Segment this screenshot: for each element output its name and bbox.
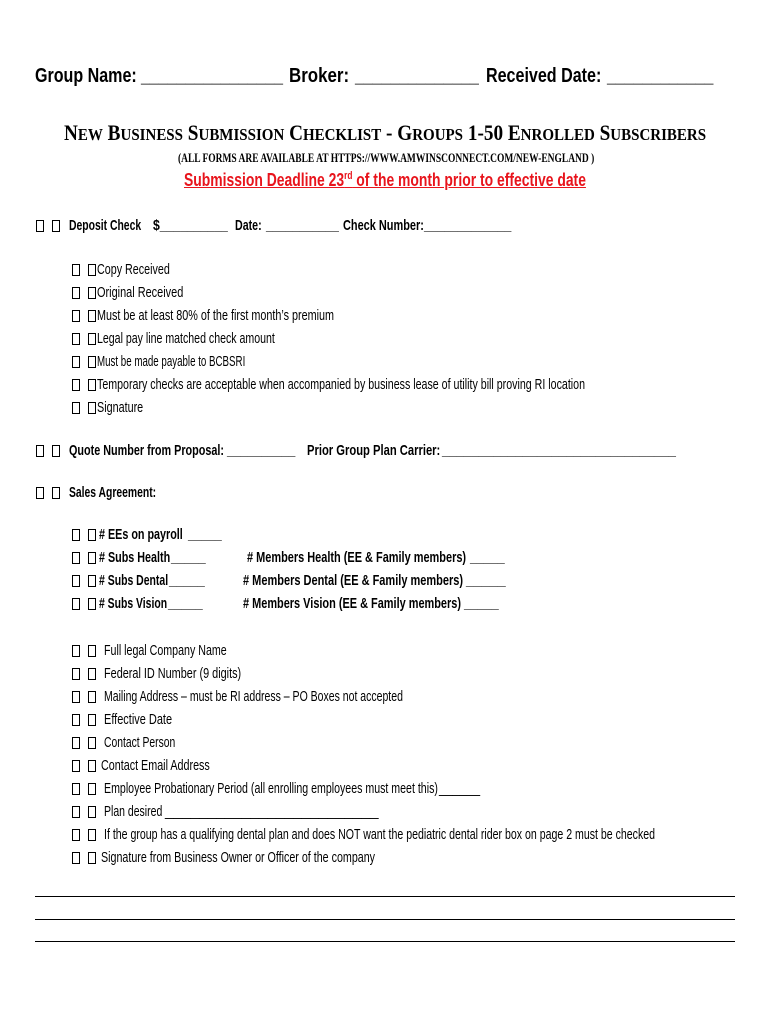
deposit-item-label: Temporary checks are acceptable when accompanied by business lease of utility bill proving RI location [97,376,585,393]
members-vision-label: # Members Vision (EE & Family members) [243,595,462,612]
item-company-name [0,641,770,661]
checkbox[interactable] [88,668,96,680]
checkbox[interactable] [72,760,80,772]
checkbox[interactable] [88,575,96,587]
checkbox[interactable] [72,737,80,749]
checkbox[interactable] [72,645,80,657]
checkbox[interactable] [88,264,96,276]
title-small-caps-run: NROLLED [520,125,595,144]
checkbox[interactable] [72,379,80,391]
members-dental-label: # Members Dental (EE & Family members) [243,572,464,589]
quote-number-label: Quote Number from Proposal: [69,442,225,459]
deposit-item-original-received [0,283,770,303]
title-small-caps-run: USINESS [120,125,183,144]
subs-health-label: # Subs Health [99,549,171,566]
subs-vision-label: # Subs Vision [99,595,168,612]
sales-agreement-label: Sales Agreement: [69,484,157,501]
broker-label: Broker: [289,65,350,87]
subs-dental-field[interactable]: _____ [169,572,205,589]
deposit-item-label: Copy Received [97,261,170,278]
checkbox[interactable] [72,714,80,726]
header-fields [0,64,770,88]
deposit-item-label: Must be at least 80% of the first month’s premium [97,307,335,324]
prior-carrier-label: Prior Group Plan Carrier: [307,442,441,459]
checkbox[interactable] [72,402,80,414]
members-dental-field[interactable]: _____ [466,572,506,589]
checkbox[interactable] [88,529,96,541]
checkbox[interactable] [88,806,96,818]
prior-carrier-field[interactable]: ________________________________ [442,442,676,459]
deposit-check-row [0,216,770,236]
checkbox[interactable] [72,806,80,818]
checkbox[interactable] [88,783,96,795]
checkbox[interactable] [72,264,80,276]
checkbox[interactable] [88,402,96,414]
deposit-item-label: Original Received [97,284,184,301]
checkbox[interactable] [88,310,96,322]
deposit-item-label: Signature [97,399,144,416]
item-owner-signature [0,848,770,868]
check-number-label: Check Number: [343,217,424,234]
members-vision-field[interactable]: _____ [464,595,499,612]
checkbox[interactable] [52,220,60,232]
checkbox[interactable] [72,668,80,680]
item-label: Full legal Company Name [104,642,227,659]
item-label: If the group has a qualifying dental plan and does NOT want the pediatric dental rider box on page 2 must be checked [104,826,656,843]
checkbox[interactable] [88,356,96,368]
checkbox[interactable] [72,356,80,368]
ees-on-payroll-field[interactable]: _____ [188,526,222,543]
notes-line[interactable] [35,896,735,897]
item-contact-email [0,756,770,776]
deposit-item-label: Legal pay line matched check amount [97,330,275,347]
checkbox[interactable] [88,645,96,657]
subtitle-row [0,150,770,166]
deposit-item-label: Must be made payable to BCBSRI [97,353,246,370]
deposit-item-temporary-checks [0,375,770,395]
deposit-item-premium-minimum [0,306,770,326]
title-small-caps-run: HECKLIST [302,125,382,144]
checkbox[interactable] [72,287,80,299]
ees-on-payroll-label: # EEs on payroll [99,526,183,543]
checkbox[interactable] [88,333,96,345]
check-number-field[interactable]: _____________ [424,217,512,234]
broker-field[interactable]: ______________ [355,65,479,87]
sales-agreement-row [0,483,770,503]
item-label: Employee Probationary Period (all enrolling employees must meet this) [104,780,438,797]
item-label: Contact Email Address [101,757,210,774]
group-name-label: Group Name: [35,65,137,87]
checkbox[interactable] [72,333,80,345]
checkbox[interactable] [88,552,96,564]
deposit-item-payable-to [0,352,770,372]
quote-row [0,441,770,461]
deadline-text-after: of the month prior to effective date [352,170,586,190]
checkbox[interactable] [88,760,96,772]
checkbox[interactable] [72,691,80,703]
checkbox[interactable] [72,852,80,864]
deposit-check-label: Deposit Check [69,217,142,234]
received-date-label: Received Date: [486,65,602,87]
subs-vision-row [0,594,770,614]
item-effective-date [0,710,770,730]
ees-on-payroll-row [0,525,770,545]
deposit-item-signature [0,398,770,418]
checkbox[interactable] [88,737,96,749]
checkbox[interactable] [88,714,96,726]
group-name-field[interactable]: ________________ [141,65,283,87]
item-label: Federal ID Number (9 digits) [104,665,242,682]
checkbox[interactable] [88,852,96,864]
submission-deadline [184,169,586,191]
plan-desired-field[interactable]: _________________________ [165,803,379,820]
notes-line[interactable] [35,941,735,942]
page-title: NEW BUSINESS SUBMISSION CHECKLIST - GROUPS 1-50 ENROLLED SUBSCRIBERS [64,120,707,145]
deadline-text-before: Submission Deadline 23 [184,170,345,190]
forms-availability-note: (ALL FORMS ARE AVAILABLE AT HTTPS://WWW.AMWINSCONNECT.COM/NEW-ENGLAND ) [178,150,595,165]
probationary-period-field[interactable]: ______ [439,780,481,797]
checkbox[interactable] [88,598,96,610]
title-small-caps-run: UBMISSION [198,125,285,144]
deadline-row [0,169,770,191]
title-small-caps-run: ROUPS [412,125,464,144]
item-pediatric-dental-rider [0,825,770,845]
received-date-field[interactable]: ____________ [607,65,714,87]
checkbox[interactable] [72,829,80,841]
members-health-label: # Members Health (EE & Family members) [247,549,467,566]
checkbox[interactable] [52,487,60,499]
deadline-superscript: rd [344,170,353,182]
item-mailing-address [0,687,770,707]
checkbox[interactable] [72,783,80,795]
item-label: Signature from Business Owner or Officer of the company [101,849,376,866]
item-label: Mailing Address – must be RI address – PO Boxes not accepted [104,688,403,705]
deposit-amount-field[interactable]: $__________ [153,217,228,234]
checkbox[interactable] [88,691,96,703]
quote-number-field[interactable]: __________ [227,442,296,459]
checkbox[interactable] [52,445,60,457]
notes-line[interactable] [35,919,735,920]
deposit-date-label: Date: [235,217,262,234]
checkbox[interactable] [88,287,96,299]
deposit-item-copy-received [0,260,770,280]
checkbox[interactable] [72,598,80,610]
deposit-item-pay-line [0,329,770,349]
deposit-date-field[interactable]: ___________ [266,217,339,234]
item-label: Contact Person [104,734,176,751]
subs-health-row [0,548,770,568]
title-small-caps-run: UBSCRIBERS [610,125,707,144]
checkbox[interactable] [72,310,80,322]
checkbox[interactable] [88,829,96,841]
checkbox[interactable] [72,552,80,564]
checkbox[interactable] [36,220,44,232]
item-contact-person [0,733,770,753]
title-small-caps-run: EW [77,125,103,144]
item-label: Plan desired [104,803,163,820]
checkbox[interactable] [88,379,96,391]
item-probationary-period [0,779,770,799]
item-federal-id [0,664,770,684]
members-health-field[interactable]: _____ [470,549,505,566]
checkbox[interactable] [36,487,44,499]
subs-dental-label: # Subs Dental [99,572,169,589]
checkbox[interactable] [72,575,80,587]
subs-dental-row [0,571,770,591]
checkbox[interactable] [36,445,44,457]
title-row [0,120,770,146]
item-label: Effective Date [104,711,173,728]
item-plan-desired [0,802,770,822]
subs-vision-field[interactable]: _____ [168,595,203,612]
checkbox[interactable] [72,529,80,541]
subs-health-field[interactable]: _____ [171,549,206,566]
